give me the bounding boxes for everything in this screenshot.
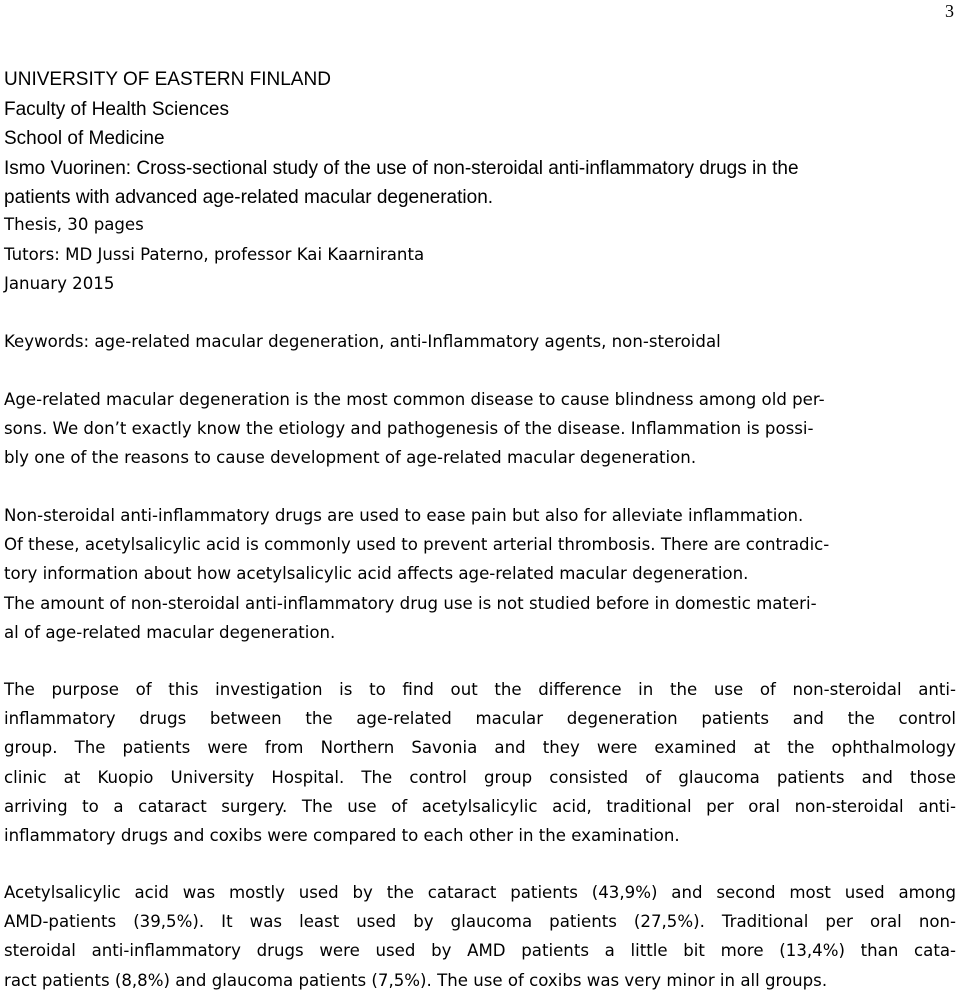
abstract-line: The amount of non-steroidal anti-inflammatory drug use is not studied before in domestic materi-: [4, 593, 817, 613]
abstract-line: tory information about how acetylsalicylic acid affects age-related macular degeneration.: [4, 564, 749, 584]
abstract-paragraph-3: [4, 675, 956, 850]
thesis-title-line-1: Ismo Vuorinen: Cross-sectional study of the use of non-steroidal anti-inflammatory drugs in the: [4, 157, 799, 179]
keywords-text: Keywords: age-related macular degeneration, anti-Inflammatory agents, non-steroidal: [4, 332, 721, 351]
thesis-title-line-2: patients with advanced age-related macular degeneration.: [4, 187, 494, 208]
abstract-paragraph-2: [4, 501, 956, 647]
abstract-line: ract patients (8,8%) and glaucoma patients (7,5%). The use of coxibs was very minor in all groups.: [4, 970, 828, 990]
faculty-name: Faculty of Health Sciences: [4, 98, 229, 120]
abstract-line: AMD-patients (39,5%). It was least used by glaucoma patients (27,5%). Traditional per oral non-: [4, 912, 956, 932]
university-name: UNIVERSITY OF EASTERN FINLAND: [4, 69, 331, 90]
abstract-line: sons. We don’t exactly know the etiology and pathogenesis of the disease. Inflammation is possi-: [4, 419, 814, 439]
keywords: [4, 327, 956, 356]
abstract-line: inflammatory drugs and coxibs were compared to each other in the examination.: [4, 826, 680, 846]
thesis-meta: [4, 210, 954, 299]
document-header: [4, 65, 954, 213]
abstract-line: group. The patients were from Northern Savonia and they were examined at the ophthalmology: [4, 738, 956, 758]
abstract-line: inflammatory drugs between the age-related macular degeneration patients and the control: [4, 709, 956, 729]
abstract-line: clinic at Kuopio University Hospital. The control group consisted of glaucoma patients and those: [4, 767, 956, 787]
abstract-line: Non-steroidal anti-inflammatory drugs are used to ease pain but also for alleviate inflammation.: [4, 506, 804, 525]
abstract-line: bly one of the reasons to cause development of age-related macular degeneration.: [4, 448, 697, 468]
abstract-paragraph-4: [4, 878, 956, 995]
abstract-line: Age-related macular degeneration is the most common disease to cause blindness among old per-: [4, 390, 825, 409]
abstract-line: Of these, acetylsalicylic acid is commonly used to prevent arterial thrombosis. There are contradic-: [4, 535, 830, 555]
abstract-line: The purpose of this investigation is to find out the difference in the use of non-steroidal anti-: [4, 680, 956, 699]
thesis-tutors: Tutors: MD Jussi Paterno, professor Kai Kaarniranta: [4, 244, 425, 264]
abstract-line: Acetylsalicylic acid was mostly used by the cataract patients (43,9%) and second most used among: [4, 883, 956, 902]
school-name: School of Medicine: [4, 128, 165, 149]
page-number: 3: [945, 1, 954, 21]
abstract-line: steroidal anti-inflammatory drugs were used by AMD patients a little bit more (13,4%) than cata-: [4, 941, 956, 961]
thesis-pages: Thesis, 30 pages: [4, 215, 144, 234]
abstract-line: al of age-related macular degeneration.: [4, 622, 336, 642]
abstract-paragraph-1: [4, 385, 956, 473]
abstract-line: arriving to a cataract surgery. The use of acetylsalicylic acid, traditional per oral non-steroidal anti-: [4, 796, 956, 816]
thesis-date: January 2015: [4, 274, 115, 293]
